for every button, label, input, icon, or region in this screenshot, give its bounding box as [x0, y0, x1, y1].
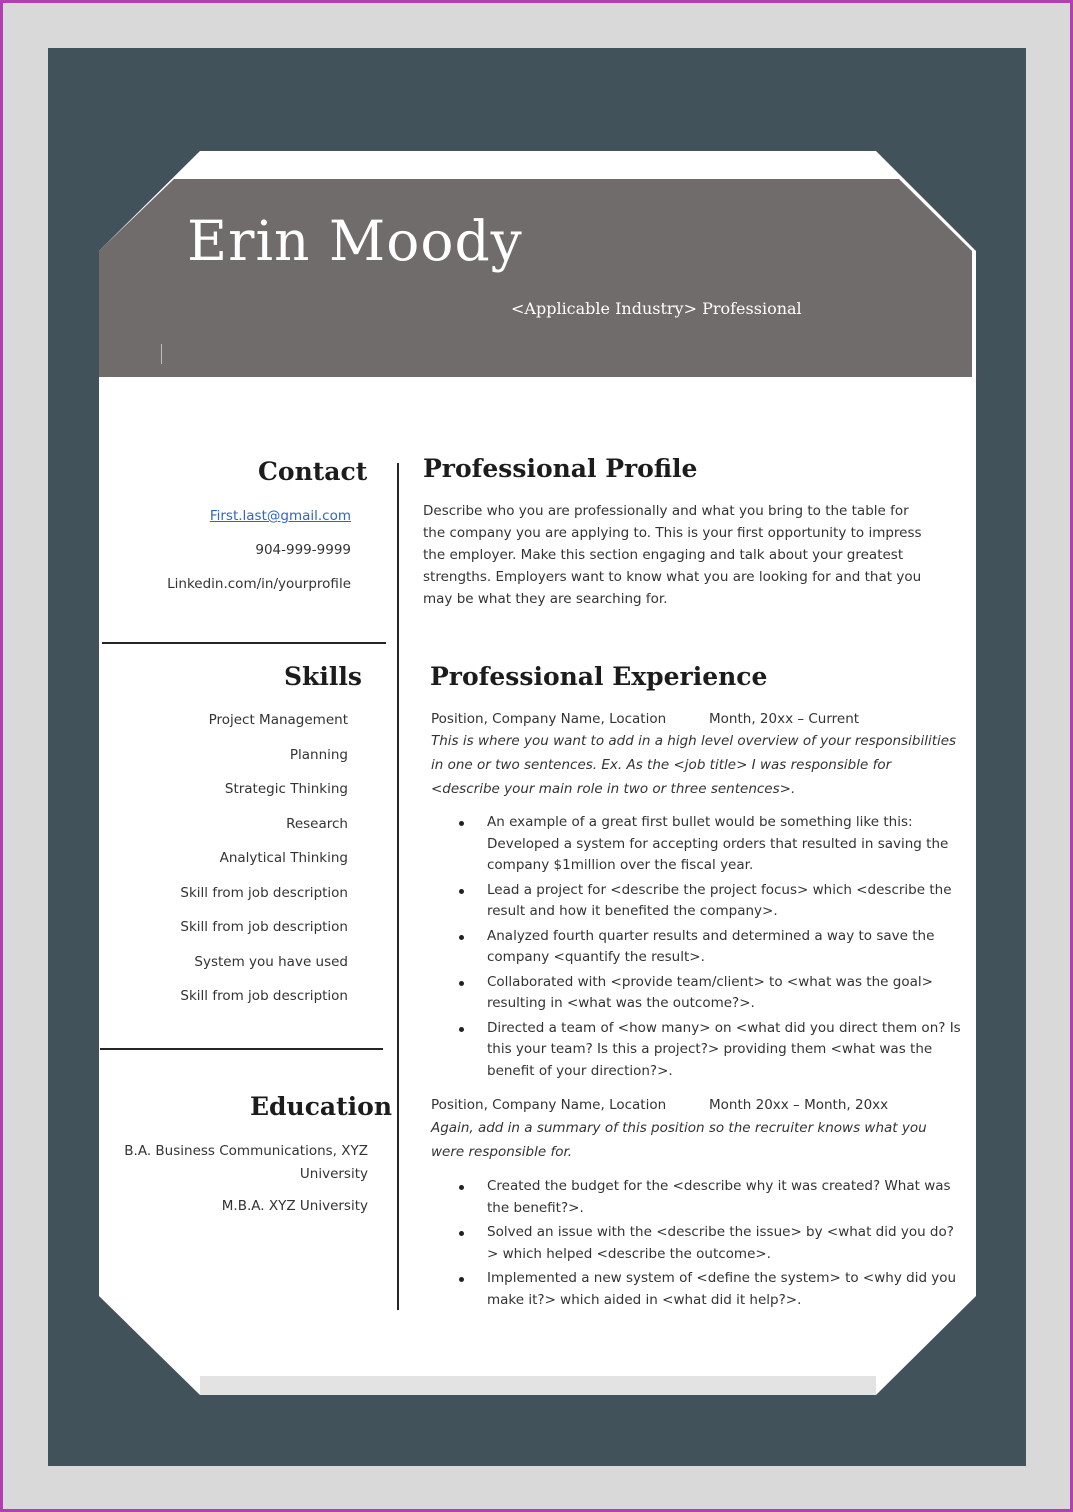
job-2-header — [431, 1097, 889, 1113]
skills-heading: Skills — [284, 662, 362, 691]
list-item: Analyzed fourth quarter results and determined a way to save the company <quantify the result>. — [431, 926, 963, 969]
contact-linkedin: Linkedin.com/in/yourprofile — [167, 576, 351, 592]
skills-list — [180, 712, 348, 1023]
profile-text: Describe who you are professionally and what you bring to the table for the company you are applying to. This is your first opportunity to impress the employer. Make this section engaging and talk about your greatest strengths. Employers want to know what you are looking for and that you may be what they are searching for. — [423, 503, 922, 607]
job-2-position: Position, Company Name, Location — [431, 1097, 667, 1113]
column-divider — [397, 463, 399, 1310]
contact-email-link[interactable]: First.last@gmail.com — [209, 508, 351, 524]
skill-item: Planning — [289, 746, 348, 763]
skill-item: Skill from job description — [180, 988, 348, 1004]
profile-heading: Professional Profile — [423, 454, 698, 483]
education-degree-2: M.B.A. XYZ University — [221, 1198, 368, 1214]
contact-divider — [102, 642, 386, 644]
job-2-summary: Again, add in a summary of this position so the recruiter knows what you were responsible for. — [431, 1120, 927, 1160]
list-item: Collaborated with <provide team/client> to <what was the goal> resulting in <what was the outcome?>. — [431, 972, 963, 1015]
text-cursor — [161, 344, 162, 364]
experience-heading: Professional Experience — [430, 662, 768, 691]
list-item: Created the budget for the <describe why it was created? What was the benefit?>. — [431, 1176, 963, 1219]
list-item: An example of a great first bullet would be something like this: Developed a system for accepting orders that resulted in saving the company $1million over the fiscal year. — [431, 812, 963, 877]
list-item: Solved an issue with the <describe the issue> by <what did you do?> which helped <describe the outcome>. — [431, 1222, 963, 1265]
skill-item: Analytical Thinking — [219, 850, 348, 866]
contact-heading: Contact — [258, 457, 368, 486]
skill-item: Research — [286, 815, 348, 832]
contact-block — [167, 508, 351, 592]
education-degree-1: B.A. Business Communications, XYZ — [124, 1143, 368, 1159]
job-1-dates: Month, 20xx – Current — [709, 711, 860, 727]
skill-item: Skill from job description — [180, 919, 348, 935]
skill-item: Strategic Thinking — [224, 781, 348, 797]
list-item: Implemented a new system of <define the system> to <why did you make it?> which aided in <what did it help?>. — [431, 1268, 963, 1311]
skill-item: System you have used — [194, 953, 348, 970]
education-heading: Education — [250, 1092, 393, 1121]
job-1-header — [431, 711, 860, 727]
job-2-dates: Month 20xx – Month, 20xx — [709, 1097, 889, 1113]
job-1-summary: This is where you want to add in a high level overview of your responsibilities in one or two sentences. Ex. As the <job title> I was responsible for <describe your main role in two or three sentences>. — [431, 733, 957, 797]
list-item: Directed a team of <how many> on <what did you direct them on? Is this your team? Is this a project?> providing them <what was the benefit of your direction?>. — [431, 1018, 963, 1083]
skills-divider — [100, 1048, 383, 1050]
list-item: Lead a project for <describe the project focus> which <describe the result and how it benefited the company>. — [431, 880, 963, 923]
job-1-bullets — [431, 812, 963, 1085]
education-degree-1-cont: University — [299, 1166, 368, 1182]
skill-item: Project Management — [208, 712, 348, 728]
candidate-subtitle: <Applicable Industry> Professional — [511, 299, 802, 318]
contact-phone: 904-999-9999 — [255, 542, 351, 558]
job-2-bullets — [431, 1176, 963, 1314]
job-1-position: Position, Company Name, Location — [431, 711, 667, 727]
education-list — [124, 1140, 368, 1218]
candidate-name: Erin Moody — [187, 209, 523, 273]
skill-item: Skill from job description — [180, 884, 348, 901]
page-shadow — [200, 1376, 876, 1395]
